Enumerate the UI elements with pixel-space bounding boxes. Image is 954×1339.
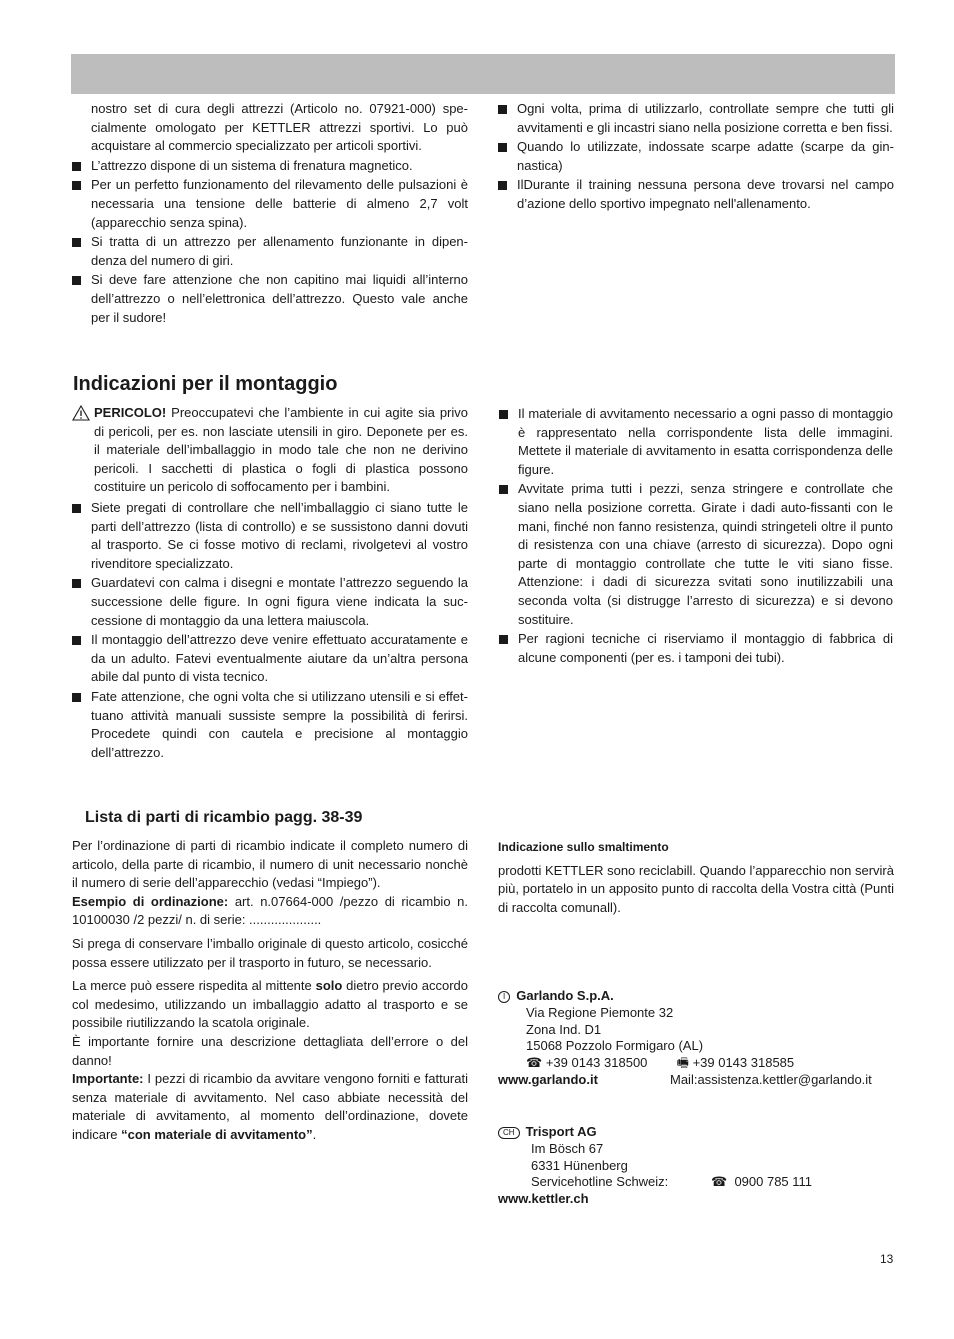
section-title-ricambio: Lista di parti di ricambio pagg. 38-39 — [85, 809, 363, 826]
phone-icon: ☎ — [526, 1055, 543, 1071]
list-item: Guardatevi con calma i disegni e montate l’attrezzo seguendo la successione delle figure. In ogni figura viene indicata la successione di montaggio da una lettera maiuscola. — [72, 574, 468, 630]
hotline-number: 0900 785 111 — [734, 1174, 813, 1190]
list-item: Si tratta di un attrezzo per allenamento funzionante in dipendenza del numero di giri. — [72, 233, 468, 270]
list-item: Siete pregati di controllare che nell’imballaggio ci siano tutte le parti dell’attrezzo (lista di controllo) e se sussistono danni dovuti al trasporto. Se ci fosse motivo di reclami, rivolgetevi al vostro rivenditore specializzato. — [72, 499, 468, 573]
warning-label: PERICOLO! — [94, 405, 167, 420]
website-link[interactable]: www.kettler.ch — [498, 1191, 589, 1207]
montaggio-left-column — [72, 404, 468, 763]
fax-icon: 🖷 — [676, 1055, 689, 1071]
paragraph: Per l’ordinazione di parti di ricambio indicate il completo numero di articolo, della parte di ricambio, il numero di unit necessario nonchè il numero di serie dell’apparecchio (vedasi “Impiego”). — [72, 838, 468, 891]
list-item: Per ragioni tecniche ci riserviamo il montaggio di fabbrica di alcune componenti (per es. i tamponi dei tubi). — [499, 630, 893, 667]
country-badge: I — [498, 991, 510, 1003]
paragraph: Esempio di ordinazione: art. n.07664-000 /pezzo di ricambio n. 10100030 /2 pezzi/ n. di serie: .................... — [72, 893, 468, 928]
top-left-column — [72, 100, 468, 328]
smaltimento-title: Indicazione sullo smaltimento — [498, 840, 669, 854]
paragraph: È importante fornire una descrizione dettagliata dell’errore o del danno! — [72, 1033, 468, 1068]
paragraph: Importante: I pezzi di ricambio da avvitare vengono forniti e fatturati senza materiale di avvitamento. Nel caso abbiate necessità del materiale di avvitamento, al momento dell’ordinazione, dovete indicare “con materiale di avvitamento”. — [72, 1071, 468, 1142]
page-number: 13 — [880, 1252, 894, 1266]
bullet-square-icon — [498, 143, 507, 152]
phone-line — [498, 1055, 894, 1072]
phone-icon: ☎ — [711, 1174, 728, 1190]
bullet-square-icon — [72, 181, 81, 190]
address-line: 15068 Pozzolo Formigaro (AL) — [526, 1038, 704, 1054]
list-item: L’attrezzo dispone di un sistema di frenatura magnetico. — [72, 157, 468, 176]
continuation-text: nostro set di cura degli attrezzi (Articolo no. 07921-000) specialmente omologato per KETTLER attrezzi sportivi. Lo può acquistare al commercio specializzato per articoli sportivi. — [91, 101, 468, 154]
bullet-square-icon — [499, 635, 508, 644]
country-badge: CH — [498, 1127, 520, 1139]
smaltimento-text: prodotti KETTLER sono reciclabill. Quando l’apparecchio non servirà più, portatelo in un apposito punto di raccolta della Vostra città (Punti di raccolta comunall). — [498, 862, 894, 915]
bullet-square-icon — [72, 276, 81, 285]
montaggio-right-column — [499, 405, 893, 668]
contact-switzerland — [498, 1124, 894, 1208]
top-right-column — [498, 100, 894, 215]
bullet-square-icon — [498, 181, 507, 190]
list-item: Avvitate prima tutti i pezzi, senza stringere e controllate che siano nella posizione corretta. Girate i dadi auto-fissanti con le mani, finché non fanno resistenza, quindi stringeteli oltre il punto di resistenza con una chiave (arresto di sicurezza). Dopo ogni parte di montaggio controllate che tutte le viti siano fisse. Attenzione: i dadi di sicurezza svitati sono inutilizzabili una seconda volta (si distrugge l’arresto di sicurezza) e si devono sostituire. — [499, 480, 893, 629]
list-item: IlDurante il training nessuna persona deve trovarsi nel campo d’azione dello sportivo impegnato nell'allenamento. — [498, 176, 894, 213]
warning-triangle-icon — [72, 405, 90, 421]
list-item: Il montaggio dell’attrezzo deve venire effettuato accuratamente e da un adulto. Fatevi eventualmente aiutare da un’altra persona abile dal punto di vista tecnico. — [72, 631, 468, 687]
company-name: Trisport AG — [525, 1124, 597, 1139]
company-name: Garlando S.p.A. — [516, 988, 614, 1003]
paragraph: Si prega di conservare l’imballo originale di questo articolo, cosicché possa essere utilizzato per il trasporto in futuro, se necessario. — [72, 935, 468, 970]
hotline-label: Servicehotline Schweiz: — [531, 1174, 669, 1190]
bullet-square-icon — [72, 504, 81, 513]
website-link[interactable]: www.garlando.it — [498, 1071, 598, 1087]
address-line: Zona Ind. D1 — [526, 1021, 602, 1037]
address-line: Via Regione Piemonte 32 — [526, 1004, 674, 1020]
bullet-square-icon — [72, 579, 81, 588]
ricambio-column — [72, 837, 468, 1145]
bullet-square-icon — [72, 693, 81, 702]
bullet-square-icon — [72, 162, 81, 171]
warning-text: Preoccupatevi che l’ambiente in cui agite sia privo di pericoli, per es. non lasciate utensili in giro. Deponete per es. il materiale dell’imballaggio in modo tale che non ne derivino pericoli. I sacchetti di plastica o fogli di plastica possono costituire un pericolo di soffocamento per i bambini. — [94, 405, 468, 495]
address-line: 6331 Hünenberg — [531, 1157, 628, 1173]
email-link[interactable]: Mail:assistenza.kettler@garlando.it — [670, 1071, 872, 1087]
bullet-square-icon — [499, 485, 508, 494]
section-title-montaggio: Indicazioni per il montaggio — [73, 373, 338, 395]
list-item: Per un perfetto funzionamento del rilevamento delle pulsazioni è necessaria una tensione delle batterie di almeno 2,7 volt (apparecchio senza spina). — [72, 176, 468, 232]
warning-block — [72, 404, 468, 497]
address-line: Im Bösch 67 — [531, 1140, 604, 1156]
list-item: Il materiale di avvitamento necessario a ogni passo di montaggio è rappresentato nella corrispondente lista delle immagini. Mettete il materiale di avvitamento in esatta corrispondenza delle figure. — [499, 405, 893, 479]
list-item: Quando lo utilizzate, indossate scarpe adatte (scarpe da ginnastica) — [498, 138, 894, 175]
smaltimento-column — [498, 838, 894, 917]
list-item: Fate attenzione, che ogni volta che si utilizzano utensili e si effettuano attività manuali sussiste sempre la possibilità di ferirsi. Procedete quindi con cautela e precisione al montaggio dell’attrezzo. — [72, 688, 468, 762]
phone-number: +39 0143 318500 — [545, 1055, 648, 1071]
bullet-square-icon — [72, 238, 81, 247]
fax-number: +39 0143 318585 — [692, 1055, 795, 1071]
contact-italy — [498, 988, 894, 1089]
bullet-square-icon — [498, 105, 507, 114]
bullet-square-icon — [72, 636, 81, 645]
list-item: Ogni volta, prima di utilizzarlo, controllate sempre che tutti gli avvitamenti e gli incastri siano nella posizione corretta e ben fissi. — [498, 100, 894, 137]
list-item: Si deve fare attenzione che non capitino mai liquidi all’interno dell’attrezzo o nell’elettronica dell’attrezzo. Questo vale anche per il sudore! — [72, 271, 468, 327]
hotline-line — [498, 1174, 894, 1191]
header-bar — [71, 54, 895, 94]
bullet-square-icon — [499, 410, 508, 419]
paragraph: La merce può essere rispedita al mittente solo dietro previo accordo col medesimo, utilizzando un imballaggio adatto al trasporto e se possibile riutilizzando la scatola originale. — [72, 978, 468, 1031]
